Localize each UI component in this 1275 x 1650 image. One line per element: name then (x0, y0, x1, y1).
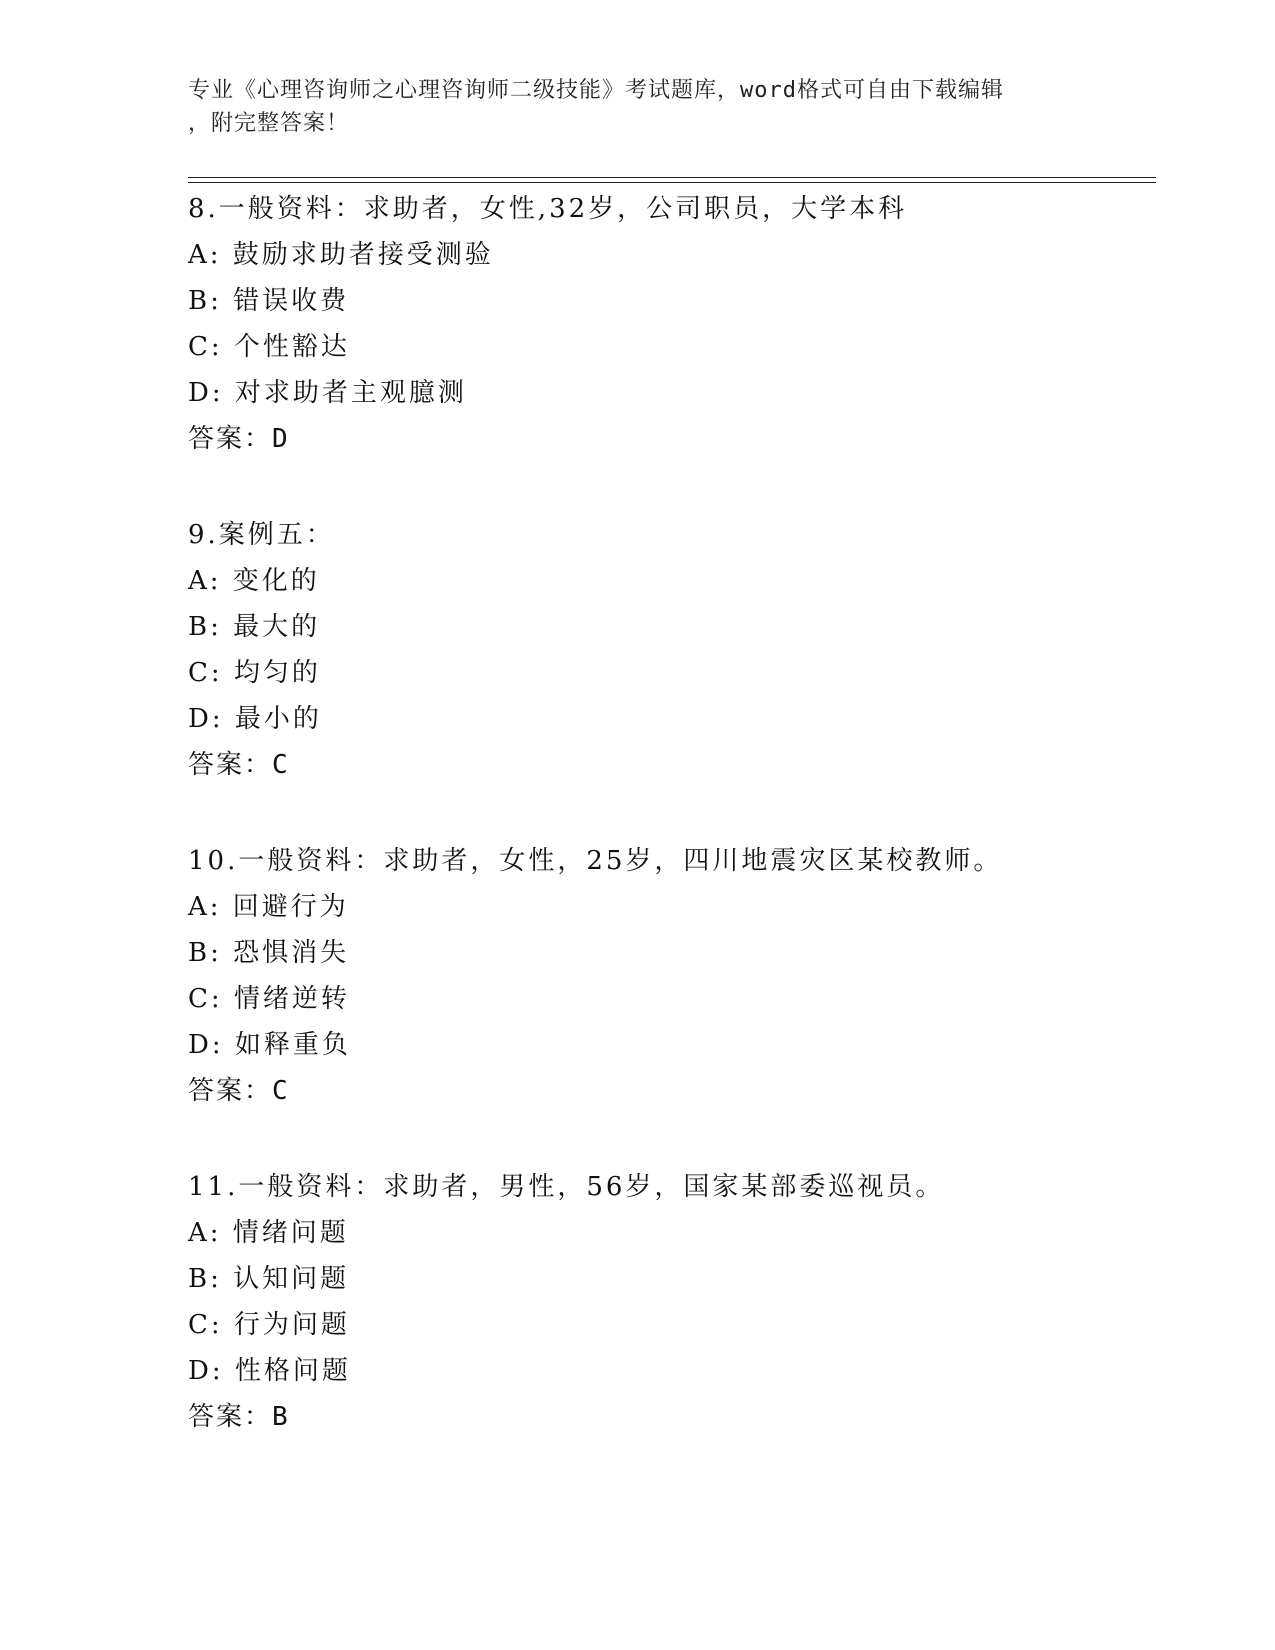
question-stem: 10.一般资料：求助者，女性，25岁，四川地震灾区某校教师。 (188, 846, 1003, 876)
header-divider-top (188, 177, 1156, 178)
answer-line (188, 742, 1148, 788)
option-a: A: 情绪问题 (188, 1218, 349, 1248)
answer-value: C (272, 750, 290, 780)
answer-label: 答案： (188, 750, 273, 780)
question-stem: 11.一般资料：求助者，男性，56岁，国家某部委巡视员。 (188, 1172, 945, 1202)
option-b: B: 错误收费 (188, 286, 350, 316)
option-a: A: 变化的 (188, 566, 320, 596)
question-item (188, 1164, 1148, 1440)
answer-line (188, 1068, 1148, 1114)
option-d: D: 对求助者主观臆测 (188, 378, 467, 408)
answer-line (188, 416, 1148, 462)
document-header (188, 74, 1068, 140)
header-divider-bottom (188, 182, 1156, 183)
answer-value: C (272, 1076, 290, 1106)
option-b: B: 最大的 (188, 612, 321, 642)
option-d: D: 性格问题 (188, 1356, 351, 1386)
answer-line (188, 1394, 1148, 1440)
option-d: D: 最小的 (188, 704, 322, 734)
option-c: C: 个性豁达 (188, 332, 350, 362)
question-item (188, 512, 1148, 788)
option-b: B: 恐惧消失 (188, 938, 350, 968)
question-stem: 9.案例五： (188, 520, 335, 550)
answer-label: 答案： (188, 1402, 273, 1432)
question-item (188, 838, 1148, 1114)
header-title-line-2: ，附完整答案！ (188, 111, 350, 136)
option-d: D: 如释重负 (188, 1030, 351, 1060)
option-c: C: 行为问题 (188, 1310, 350, 1340)
option-c: C: 均匀的 (188, 658, 321, 688)
answer-value: B (272, 1402, 290, 1432)
option-c: C: 情绪逆转 (188, 984, 350, 1014)
question-item (188, 186, 1148, 462)
header-title-line-1: 专业《心理咨询师之心理咨询师二级技能》考试题库，word格式可自由下载编辑 (188, 78, 1004, 103)
option-b: B: 认知问题 (188, 1264, 350, 1294)
option-a: A: 回避行为 (188, 892, 349, 922)
question-stem: 8.一般资料：求助者，女性,32岁，公司职员，大学本科 (188, 194, 908, 224)
question-list (188, 186, 1148, 1440)
option-a: A: 鼓励求助者接受测验 (188, 240, 494, 270)
answer-value: D (272, 424, 290, 454)
answer-label: 答案： (188, 1076, 273, 1106)
answer-label: 答案： (188, 424, 273, 454)
